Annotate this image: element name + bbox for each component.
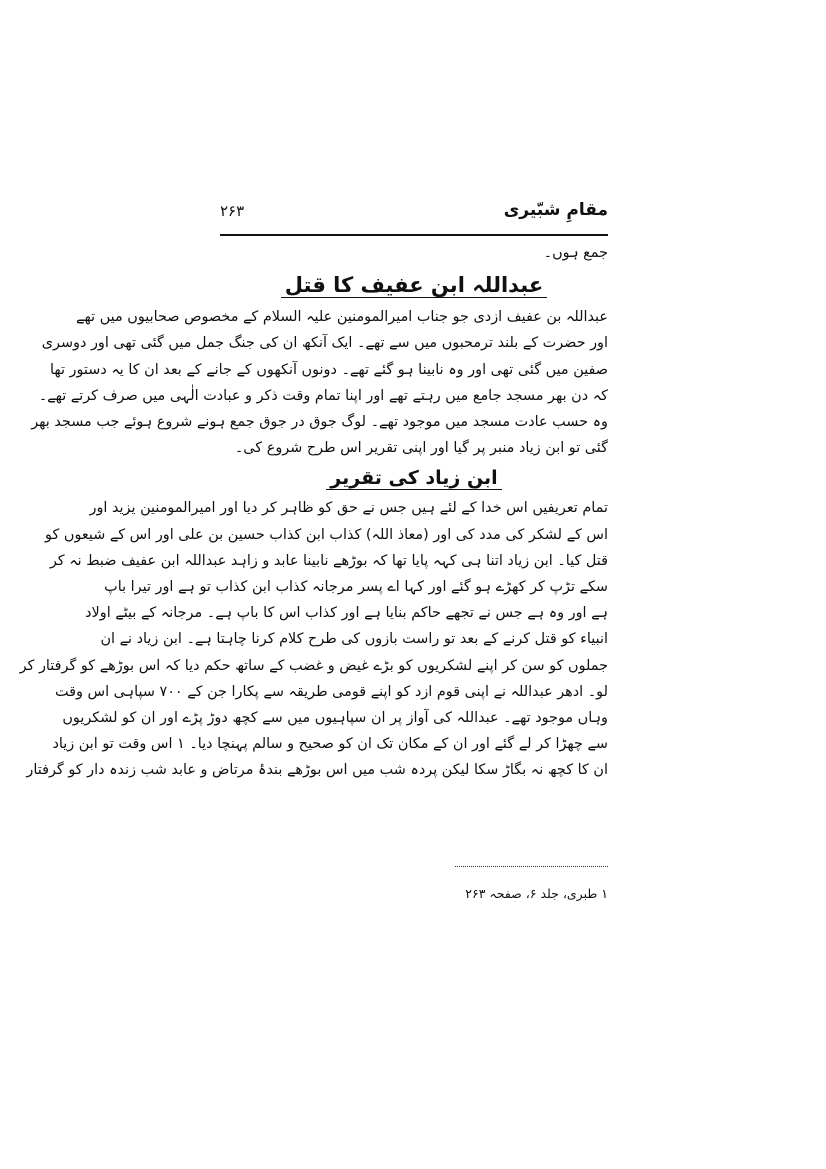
book-title: مقامِ شبّیری	[503, 200, 608, 220]
text-line: وہاں موجود تھے۔ عبداللہ کی آواز پر ان سپاہیوں میں سے کچھ دوڑ پڑے اور ان کو لشکریوں	[62, 710, 608, 727]
section-heading-ibn-afif	[220, 266, 608, 304]
text-line: انبیاء کو قتل کرنے کے بعد تو راست بازوں کی طرح کلام کرنا چاہتا ہے۔ ابن زیاد نے ان	[100, 631, 608, 648]
section-heading-speech	[220, 461, 608, 495]
header-rule	[220, 234, 608, 236]
section-2-paragraph	[19, 495, 608, 783]
text-line: صفین میں گئی تھی اور وہ نابینا ہو گئے تھے۔ دونوں آنکھوں کے جانے کے بعد ان کا یہ دستور تھا	[49, 361, 608, 378]
text-line: گئی تو ابن زیاد منبر پر گیا اور اپنی تقریر اس طرح شروع کی۔	[234, 440, 608, 457]
footnote: ۱ طبری، جلد ۶، صفحہ ۲۶۳	[465, 886, 608, 901]
text-line: سے چھڑا کر لے گئے اور ان کے مکان تک ان کو صحیح و سالم پہنچا دیا۔ ۱ اس وقت تو ابن زیاد	[52, 736, 608, 753]
intro-line: جمع ہوں۔	[543, 245, 608, 261]
text-line: جملوں کو سن کر اپنے لشکریوں کو بڑے غیض و غضب کے ساتھ حکم دیا کہ اس بوڑھے کو گرفتار کر	[19, 657, 608, 674]
text-line: اس کے لشکر کی مدد کی اور (معاذ اللہ) کذاب ابن کذاب حسین بن علی اور اس کے شیعوں کو	[45, 526, 608, 543]
text-line: عبداللہ بن عفیف ازدی جو جناب امیرالمومنین علیہ السلام کے مخصوص صحابیوں میں تھے	[76, 309, 608, 326]
page-header	[220, 200, 608, 230]
footnote-separator	[455, 866, 608, 867]
text-line: ان کا کچھ نہ بگاڑ سکا لیکن پردہ شب میں اس بوڑھے بندۂ مرتاض و عابد شب زندہ دار کو گرفتار	[26, 762, 608, 779]
page-number: ۲۶۳	[220, 202, 245, 220]
text-line: اور حضرت کے بلند ترمحبوں میں سے تھے۔ ایک آنکھ ان کی جنگ جمل میں گئی تھی اور دوسری	[41, 335, 608, 352]
text-line: سکے تڑپ کر کھڑے ہو گئے اور کہا اے پسر مرجانہ کذاب ابن کذاب تو ہے اور تیرا باپ	[104, 579, 608, 596]
text-line: تمام تعریفیں اس خدا کے لئے ہیں جس نے حق کو ظاہر کر دیا اور امیرالمومنین یزید اور	[89, 500, 608, 517]
text-line: لو۔ ادھر عبداللہ نے اپنی قوم ازد کو اپنے قومی طریقہ سے پکارا جن کے ۷۰۰ سپاہی اس وقت	[55, 683, 608, 700]
page-body	[19, 240, 608, 784]
text-line: قتل کیا۔ ابن زیاد اتنا ہی کہہ پایا تھا کہ بوڑھے نابینا عابد و زاہد عبداللہ ابن عفیف ضبط نہ کر	[49, 552, 608, 569]
section-heading-text: ابن زیاد کی تقریر	[326, 467, 501, 490]
text-line: کہ دن بھر مسجد جامع میں رہتے تھے اور اپنا تمام وقت ذکر و عبادت الٰہی میں صرف کرتے تھے۔	[38, 387, 608, 404]
section-1-paragraph	[31, 304, 608, 461]
section-heading-text: عبداللہ ابن عفیف کا قتل	[281, 273, 547, 298]
text-line: وہ حسب عادت مسجد میں موجود تھے۔ لوگ جوق در جوق جمع ہونے شروع ہوئے جب مسجد بھر	[31, 414, 608, 431]
text-line: ہے اور وہ ہے جس نے تجھے حاکم بنایا ہے اور کذاب اس کا باپ ہے۔ مرجانہ کے بیٹے اولاد	[85, 605, 608, 622]
